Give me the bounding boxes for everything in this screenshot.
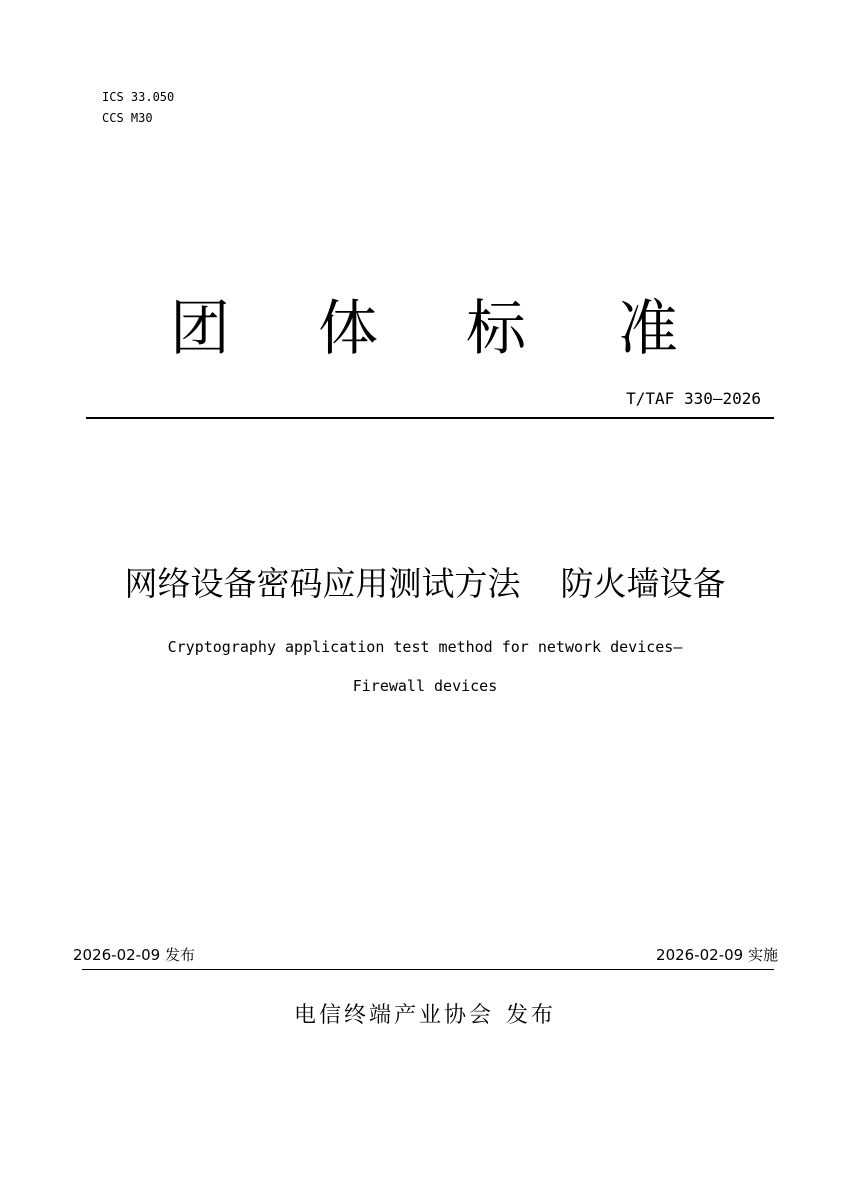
publisher-action: 发布 [506, 1003, 557, 1028]
footer-divider [82, 969, 774, 970]
standard-type-heading [170, 284, 700, 374]
chinese-title-sub: 防火墙设备 [560, 564, 726, 603]
header-divider [86, 417, 774, 419]
standard-type-char: 标 [466, 294, 526, 364]
english-title-line-2: Firewall devices [352, 677, 498, 695]
standard-type-char: 体 [318, 294, 378, 364]
issue-date: 2026-02-09 发布 [73, 946, 195, 964]
english-title-line-1: Cryptography application test method for network devices— [167, 638, 683, 656]
publisher-line [0, 1001, 850, 1031]
standard-type-char: 准 [618, 294, 678, 364]
ics-code: ICS 33.050 [102, 90, 175, 104]
chinese-title-main: 网络设备密码应用测试方法 [124, 564, 521, 603]
publisher-name: 电信终端产业协会 [293, 1003, 494, 1028]
chinese-title [0, 560, 850, 608]
implementation-date: 2026-02-09 实施 [656, 946, 778, 964]
standard-number: T/TAF 330—2026 [626, 389, 761, 408]
ccs-code: CCS M30 [102, 111, 153, 125]
standard-type-char: 团 [170, 294, 230, 364]
